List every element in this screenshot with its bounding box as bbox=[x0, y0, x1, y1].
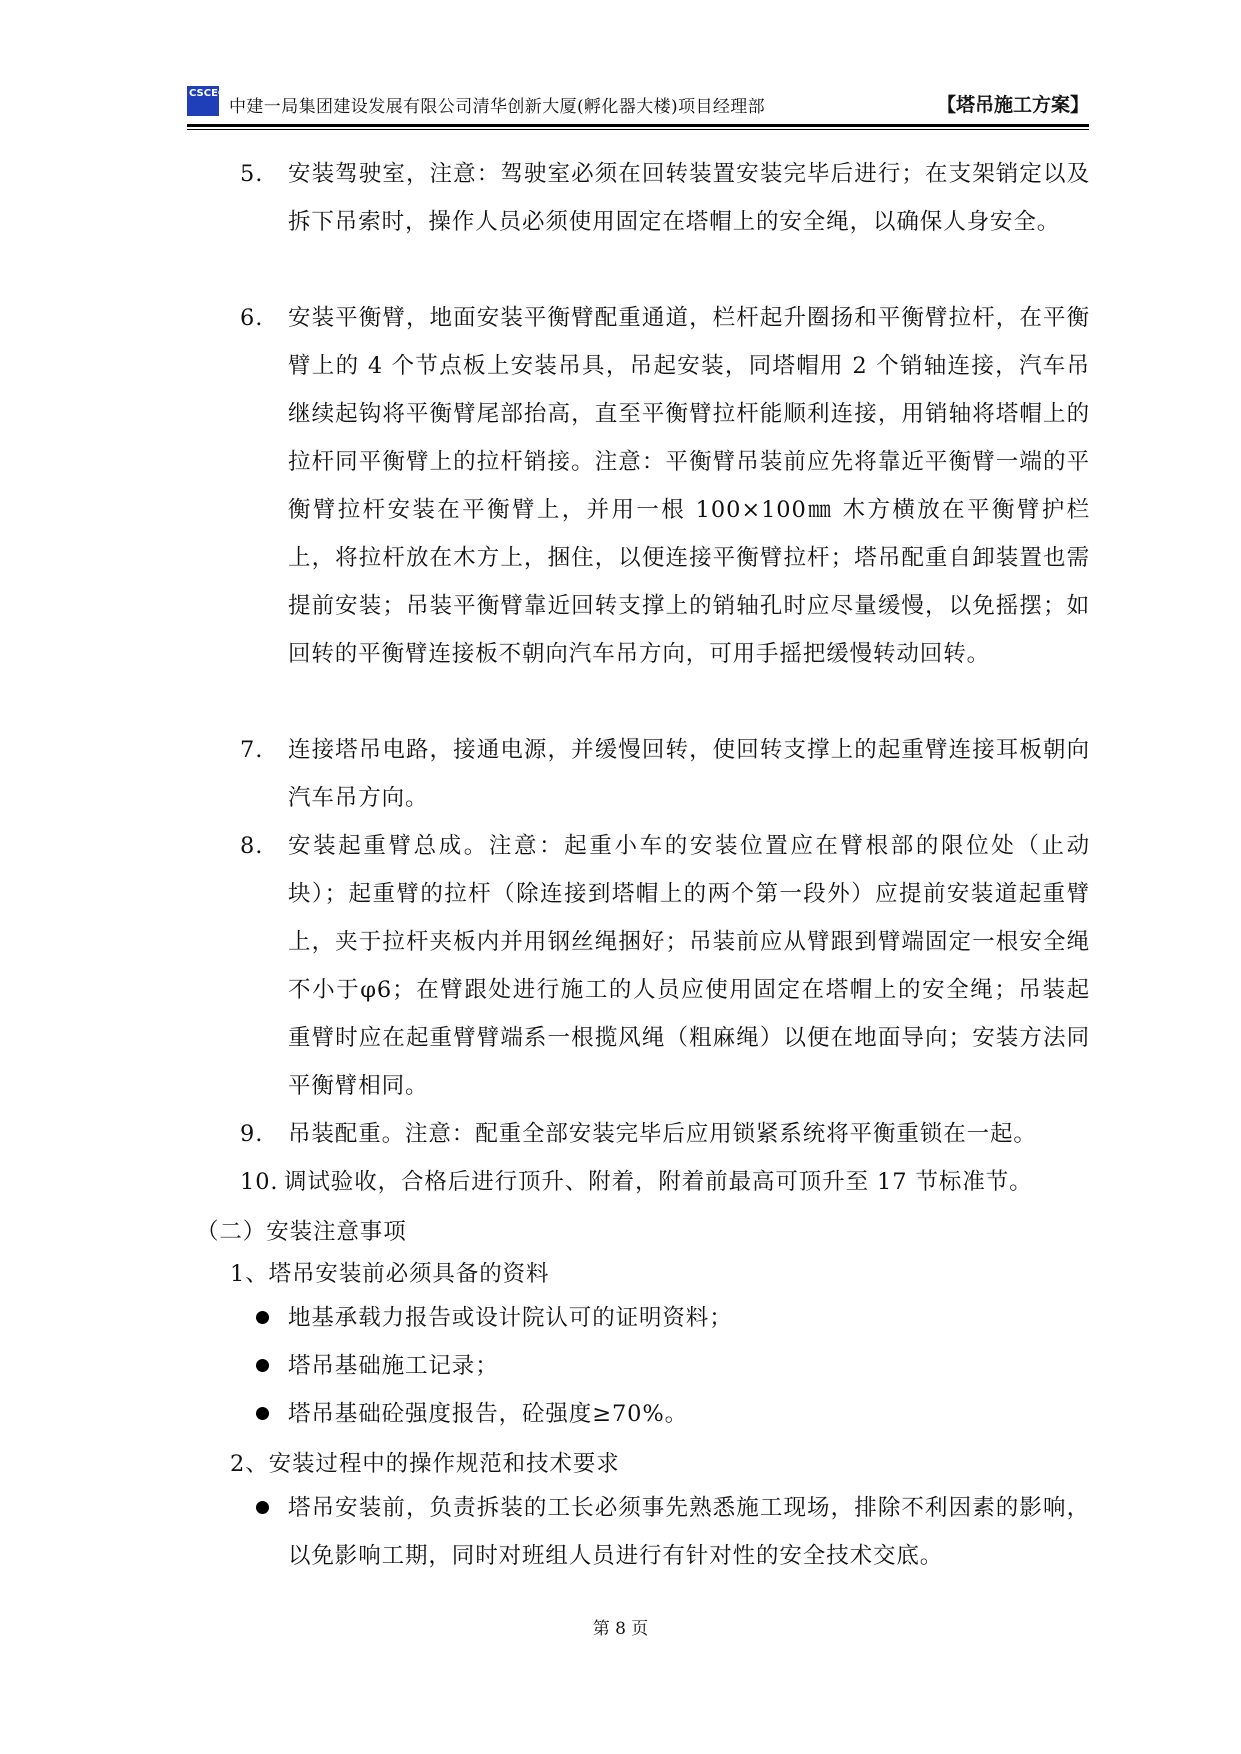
step-item bbox=[240, 1110, 1090, 1158]
logo-text: CSCEC bbox=[189, 88, 226, 99]
header-rule-thin bbox=[187, 129, 1089, 130]
section-title: （二）安装注意事项 bbox=[196, 1219, 407, 1245]
company-logo bbox=[187, 86, 226, 116]
step-text: 吊装配重。注意：配重全部安装完毕后应用锁紧系统将平衡重锁在一起。 bbox=[288, 1121, 1037, 1147]
header-rule-thick bbox=[187, 124, 1089, 127]
header-title: 中建一局集团建设发展有限公司清华创新大厦(孵化器大楼)项目经理部 bbox=[229, 97, 766, 117]
bullet-text: 塔吊基础砼强度报告，砼强度≥70%。 bbox=[288, 1401, 689, 1427]
bullet-text: 塔吊安装前，负责拆装的工长必须事先熟悉施工现场，排除不利因素的影响，以免影响工期，同时对班组人员进行有针对性的安全技术交底。 bbox=[288, 1495, 1090, 1569]
bullet-item bbox=[256, 1294, 1090, 1342]
step-item bbox=[240, 294, 1090, 678]
bullet-text: 地基承载力报告或设计院认可的证明资料； bbox=[288, 1305, 733, 1331]
bullet-item bbox=[256, 1484, 1090, 1580]
subsection-title: 1、塔吊安装前必须具备的资料 bbox=[230, 1261, 550, 1287]
step-number: 10. bbox=[240, 1169, 279, 1195]
step-number: 7. bbox=[240, 737, 264, 763]
step-text: 调试验收，合格后进行顶升、附着，附着前最高可顶升至 17 节标准节。 bbox=[284, 1169, 1033, 1195]
bullet-dot-icon bbox=[256, 1407, 269, 1420]
subsection-title: 2、安装过程中的操作规范和技术要求 bbox=[230, 1451, 620, 1477]
step-number: 8. bbox=[240, 833, 264, 859]
page-number: 第 8 页 bbox=[592, 1619, 649, 1639]
step-item bbox=[240, 726, 1090, 822]
step-item bbox=[240, 822, 1090, 1110]
bullet-item bbox=[256, 1342, 1090, 1390]
bullet-text: 塔吊基础施工记录； bbox=[288, 1353, 499, 1379]
page-header bbox=[187, 82, 1089, 124]
step-item bbox=[240, 1158, 1090, 1206]
step-text: 安装平衡臂，地面安装平衡臂配重通道，栏杆起升圈扬和平衡臂拉杆，在平衡臂上的 4 个节点板上安装吊具，吊起安装，同塔帽用 2 个销轴连接，汽车吊继续起钩将平衡臂尾部抬高，直至平衡臂拉杆能顺利连接，用销轴将塔帽上的拉杆同平衡臂上的拉杆销接。注意：平衡臂吊装前应先将靠近平衡臂一端的平衡臂拉杆安装在平衡臂上，并用一根 100×100㎜ 木方横放在平衡臂护栏上，将拉杆放在木方上，捆住，以便连接平衡臂拉杆；塔吊配重自卸装置也需提前安装；吊装平衡臂靠近回转支撑上的销轴孔时应尽量缓慢，以免摇摆；如回转的平衡臂连接板不朝向汽车吊方向，可用手摇把缓慢转动回转。 bbox=[288, 305, 1090, 667]
bullet-dot-icon bbox=[256, 1359, 269, 1372]
bullet-dot-icon bbox=[256, 1501, 269, 1514]
bullet-dot-icon bbox=[256, 1311, 269, 1324]
step-number: 6. bbox=[240, 305, 264, 331]
document-label: 【塔吊施工方案】 bbox=[936, 94, 1089, 116]
step-text: 安装驾驶室，注意：驾驶室必须在回转装置安装完毕后进行；在支架销定以及拆下吊索时，操作人员必须使用固定在塔帽上的安全绳，以确保人身安全。 bbox=[288, 161, 1090, 235]
step-text: 安装起重臂总成。注意：起重小车的安装位置应在臂根部的限位处（止动块）；起重臂的拉杆（除连接到塔帽上的两个第一段外）应提前安装道起重臂上，夹于拉杆夹板内并用钢丝绳捆好；吊装前应从臂跟到臂端固定一根安全绳不小于φ6；在臂跟处进行施工的人员应使用固定在塔帽上的安全绳；吊装起重臂时应在起重臂臂端系一根揽风绳（粗麻绳）以便在地面导向；安装方法同平衡臂相同。 bbox=[288, 833, 1090, 1099]
bullet-item bbox=[256, 1390, 1090, 1438]
step-number: 9. bbox=[240, 1121, 264, 1147]
step-item bbox=[240, 150, 1090, 246]
step-number: 5. bbox=[240, 161, 264, 187]
step-text: 连接塔吊电路，接通电源，并缓慢回转，使回转支撑上的起重臂连接耳板朝向汽车吊方向。 bbox=[288, 737, 1090, 811]
